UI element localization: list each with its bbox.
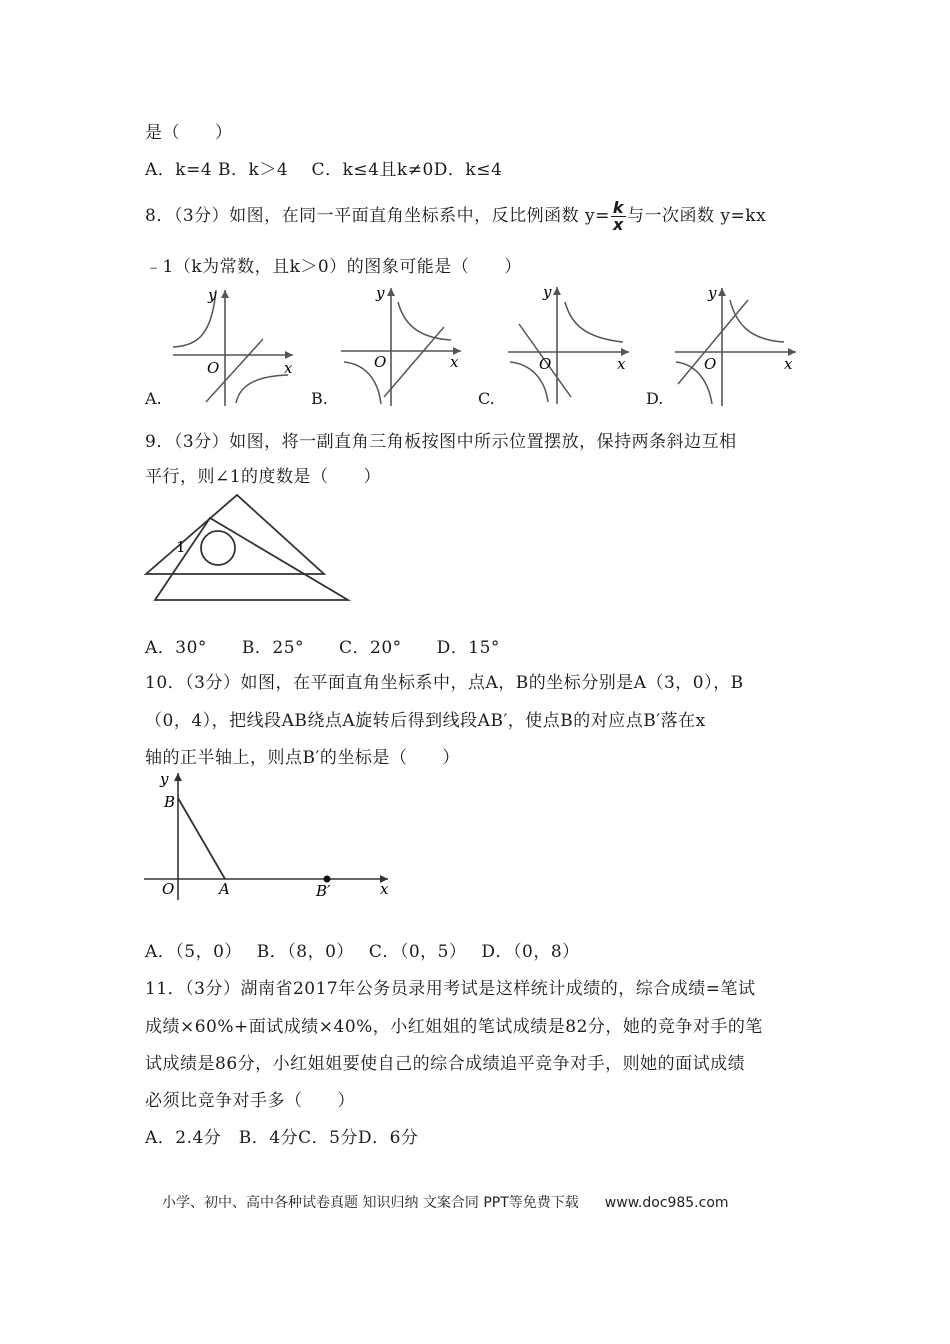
point-a-label: A: [219, 880, 230, 898]
q8-option-a-label: A.: [145, 389, 162, 408]
q10-line1: 10．（3分）如图，在平面直角坐标系中，点A，B的坐标分别是A（3，0），B: [145, 673, 744, 693]
graph-option-b: [336, 284, 466, 408]
graph-option-d: [672, 284, 802, 408]
graph-option-a: [168, 284, 298, 408]
fraction-k-over-x: [611, 200, 626, 233]
q9-line1: 9．（3分）如图，将一副直角三角板按图中所示位置摆放，保持两条斜边互相: [145, 432, 737, 452]
q11-line4: 必须比竞争对手多（ ）: [145, 1091, 355, 1111]
q8-option-b-label: B.: [311, 389, 328, 408]
x-axis-label: x: [450, 353, 459, 371]
fraction-numerator: k: [612, 198, 625, 217]
triangle-figure: [140, 490, 360, 606]
y-axis-label: y: [160, 770, 169, 788]
origin-label: O: [704, 355, 717, 373]
graph-option-c: [505, 282, 635, 406]
footer-url[interactable]: www.doc985.com: [604, 1195, 729, 1211]
rotation-figure: [140, 768, 396, 906]
q8-option-d-label: D.: [646, 389, 664, 408]
q10-options: A．（5，0） B．（8，0） C．（0，5） D．（0，8）: [145, 942, 580, 962]
q11-line2: 成绩×60%+面试成绩×40%，小红姐姐的笔试成绩是82分，她的竞争对手的笔: [145, 1017, 763, 1037]
origin-label: O: [162, 880, 175, 898]
y-axis-label: y: [543, 283, 552, 301]
footer-text: 小学、初中、高中各种试卷真题 知识归纳 文案合同 PPT等免费下载: [162, 1195, 579, 1211]
q9-line2: 平行，则∠1的度数是（ ）: [145, 467, 382, 487]
angle-1-label: 1: [176, 538, 186, 556]
q10-line2: （0，4），把线段AB绕点A旋转后得到线段AB′，使点B的对应点B′落在x: [145, 711, 706, 731]
y-axis-label: y: [708, 284, 717, 302]
x-axis-label: x: [617, 355, 626, 373]
origin-label: O: [207, 359, 220, 377]
q7-options: A．k=4 B．k＞4 C．k≤4且k≠0D．k≤4: [145, 160, 503, 180]
y-axis-label: y: [376, 284, 385, 302]
x-axis-label: x: [284, 359, 293, 377]
origin-label: O: [539, 355, 552, 373]
fraction-denominator: x: [613, 215, 624, 234]
q11-line1: 11．（3分）湖南省2017年公务员录用考试是这样统计成绩的，综合成绩=笔试: [145, 979, 756, 999]
q11-options: A．2.4分 B．4分C．5分D．6分: [145, 1128, 419, 1148]
q10-line3: 轴的正半轴上，则点B′的坐标是（ ）: [145, 748, 460, 768]
q11-line3: 试成绩是86分，小红姐姐要使自己的综合成绩追平竞争对手，则她的面试成绩: [145, 1054, 746, 1074]
x-axis-label: x: [784, 355, 793, 373]
page-footer: [162, 1192, 729, 1212]
q7-line-tail: 是（ ）: [145, 123, 233, 143]
q8-line2: ﹣1（k为常数，且k＞0）的图象可能是（ ）: [145, 257, 522, 277]
q8-line1-pre: 8．（3分）如图，在同一平面直角坐标系中，反比例函数 y=: [145, 206, 610, 226]
point-b-prime-label: B′: [316, 882, 331, 900]
origin-label: O: [374, 353, 387, 371]
point-b-label: B: [164, 793, 176, 811]
x-axis-label: x: [380, 880, 389, 898]
y-axis-label: y: [208, 286, 217, 304]
q8-line1-post: 与一次函数 y=kx: [627, 206, 767, 226]
q8-option-c-label: C.: [478, 389, 495, 408]
q9-options: A．30° B．25° C．20° D．15°: [145, 638, 500, 658]
q8-line1: [145, 200, 766, 233]
